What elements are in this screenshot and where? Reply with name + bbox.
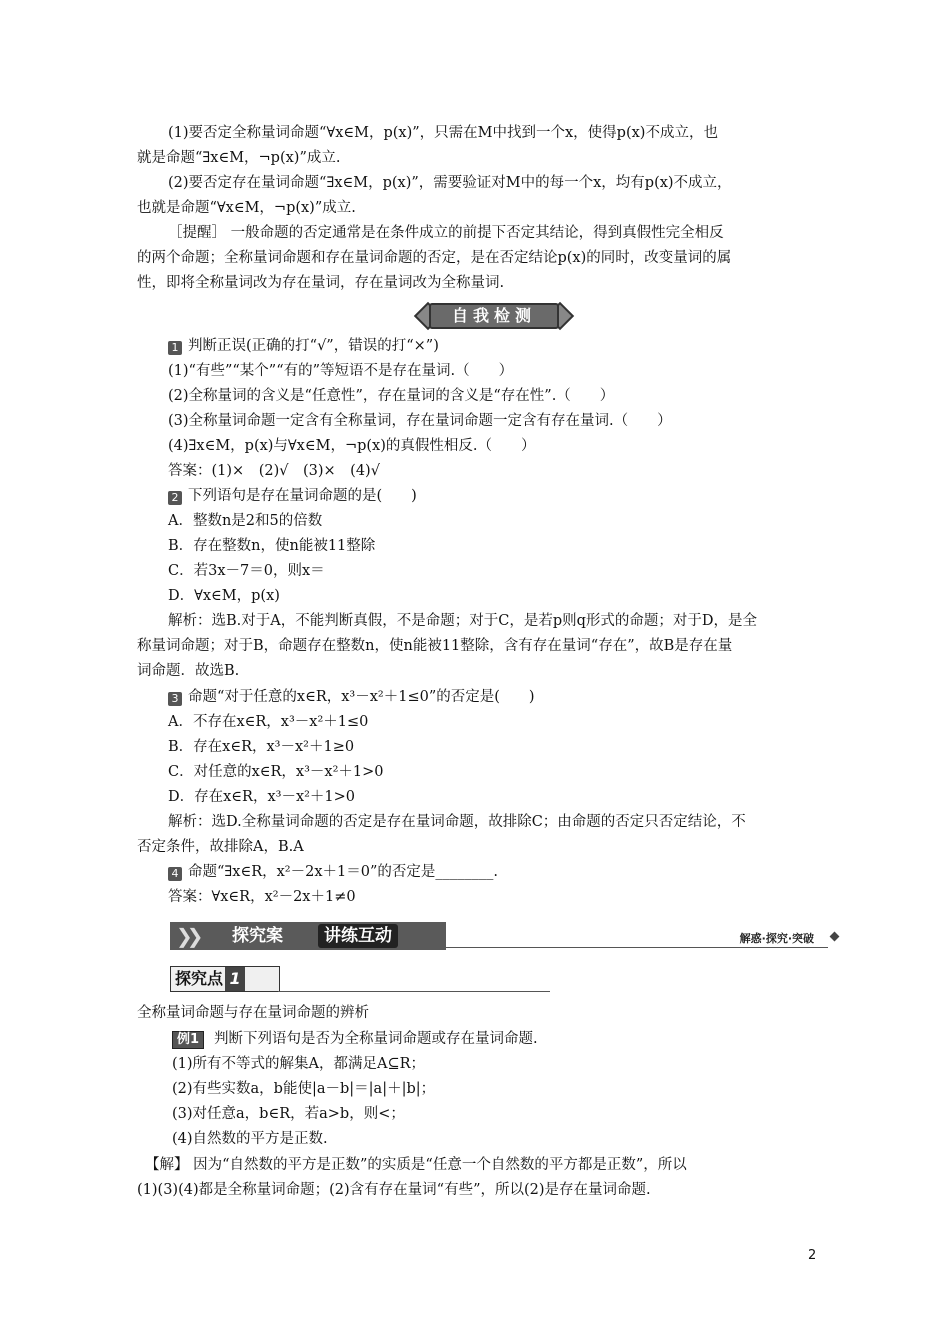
section-tagline: 解惑·探究·突破	[739, 932, 814, 945]
example-item: (4)自然数的平方是正数.	[172, 1131, 328, 1147]
q3-stem	[168, 685, 848, 710]
intro-p1-line2: 就是命题“∃x∈M，¬p(x)”成立.	[137, 150, 341, 166]
q3-option: A．不存在x∈R，x³－x²＋1≤0	[168, 714, 369, 730]
q1-stem	[168, 334, 848, 359]
self-check-title: 自我检测	[429, 303, 559, 329]
q3-analysis-line2: 否定条件，故排除A，B.A	[137, 839, 304, 855]
q2-stem-text: 下列语句是存在量词命题的是( )	[188, 488, 417, 504]
q3-number: 3	[168, 692, 182, 706]
explore-point-label: 探究点	[175, 969, 224, 988]
q1-item: (2)全称量词的含义是“任意性”，存在量词的含义是“存在性”.（ ）	[168, 388, 615, 404]
q4-stem	[168, 860, 848, 885]
q2-option: D．∀x∈M，p(x)	[168, 588, 280, 604]
q4-answer: 答案：∀x∈R，x²－2x＋1≠0	[168, 889, 356, 905]
diamond-icon	[830, 932, 840, 942]
example-item: (1)所有不等式的解集A，都满足A⊆R；	[172, 1056, 426, 1072]
q4-number: 4	[168, 867, 182, 881]
q1-number: 1	[168, 341, 182, 355]
solution-line1: 【解】 因为“自然数的平方是正数”的实质是“任意一个自然数的平方都是正数”，所以	[145, 1157, 687, 1173]
section-title-right: 讲练互动	[318, 924, 398, 948]
page-number: 2	[808, 1248, 817, 1263]
section-title-left: 探究案	[232, 926, 283, 946]
intro-p2-line1: (2)要否定存在量词命题“∃x∈M，p(x)”，需要验证对M中的每一个x，均有p(x)不成立，	[168, 175, 732, 191]
q1-stem-text: 判断正误(正确的打“√”，错误的打“×”)	[188, 338, 439, 354]
example-item: (2)有些实数a，b能使|a－b|＝|a|＋|b|；	[172, 1081, 436, 1097]
explore-title: 全称量词命题与存在量词命题的辨析	[137, 1005, 369, 1021]
q1-item: (4)∃x∈M，p(x)与∀x∈M，¬p(x)的真假性相反.（ ）	[168, 438, 536, 454]
q1-item: (1)“有些”“某个”“有的”等短语不是存在量词.（ ）	[168, 363, 514, 379]
q2-analysis-line1: 解析：选B.对于A，不能判断真假，不是命题；对于C，是若p则q形式的命题；对于D，是全	[168, 613, 758, 629]
intro-p2-line2: 也就是命题“∀x∈M，¬p(x)”成立.	[137, 200, 356, 216]
q2-number: 2	[168, 491, 182, 505]
explore-point-number: 1	[225, 967, 245, 991]
example-stem-text: 判断下列语句是否为全称量词命题或存在量词命题.	[214, 1031, 538, 1047]
q3-option: C．对任意的x∈R，x³－x²＋1>0	[168, 764, 384, 780]
q4-stem-text: 命题“∃x∈R，x²－2x＋1＝0”的否定是________.	[188, 864, 498, 880]
explore-point-box	[170, 966, 280, 992]
q2-analysis-line3: 词命题．故选B.	[137, 663, 240, 679]
double-chevron-icon: ❯❯	[176, 924, 198, 948]
tip-line1: ［提醒］ 一般命题的否定通常是在条件成立的前提下否定其结论，得到真假性完全相反	[168, 225, 724, 241]
example-item: (3)对任意a，b∈R，若a>b，则<；	[172, 1106, 405, 1122]
q2-stem	[168, 484, 848, 509]
example-stem	[172, 1027, 852, 1052]
intro-p1-line1: (1)要否定全称量词命题“∀x∈M，p(x)”，只需在M中找到一个x，使得p(x)不成立，也	[168, 125, 718, 141]
explore-point-tag	[170, 966, 550, 992]
q2-analysis-line2: 称量词命题；对于B，命题存在整数n，使n能被11整除，含有存在量词“存在”，故B是存在量	[137, 638, 733, 654]
q1-answer: 答案：(1)× (2)√ (3)× (4)√	[168, 463, 380, 479]
q3-analysis-line1: 解析：选D.全称量词命题的否定是存在量词命题，故排除C；由命题的否定只否定结论，不	[168, 814, 746, 830]
q1-item: (3)全称量词命题一定含有全称量词，存在量词命题一定含有存在量词.（ ）	[168, 413, 672, 429]
tip-line3: 性，即将全称量词改为存在量词，存在量词改为全称量词.	[137, 275, 505, 291]
q3-stem-text: 命题“对于任意的x∈R，x³－x²＋1≤0”的否定是( )	[188, 689, 535, 705]
q2-option: C．若3x－7＝0，则x＝	[168, 563, 325, 579]
q3-option: D．存在x∈R，x³－x²＋1>0	[168, 789, 356, 805]
q2-option: A．整数n是2和5的倍数	[168, 513, 323, 529]
solution-line2: (1)(3)(4)都是全称量词命题；(2)含有存在量词“有些”，所以(2)是存在量词命题.	[137, 1182, 651, 1198]
example-tag: 例1	[172, 1031, 204, 1049]
tip-line2: 的两个命题；全称量词命题和存在量词命题的否定，是在否定结论p(x)的同时，改变量词的属	[137, 250, 732, 266]
section-title-bar	[170, 922, 446, 950]
q2-option: B．存在整数n，使n能被11整除	[168, 538, 376, 554]
explore-rule	[278, 991, 550, 992]
self-check-banner	[415, 303, 573, 329]
q3-option: B．存在x∈R，x³－x²＋1≥0	[168, 739, 355, 755]
section-header	[170, 922, 838, 950]
section-rule	[446, 947, 828, 948]
